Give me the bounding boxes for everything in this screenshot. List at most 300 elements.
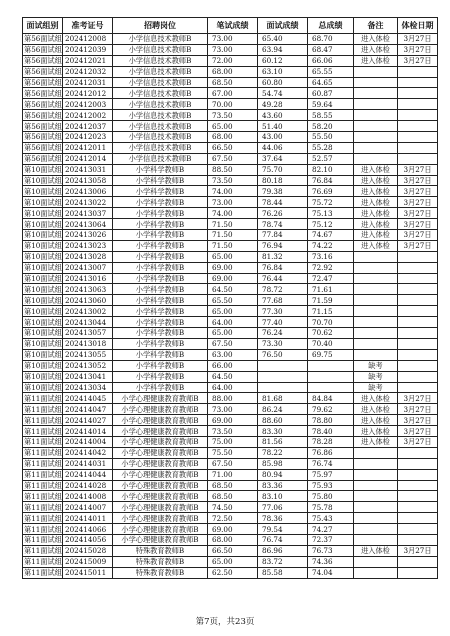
cell-exam-id: 202413031 (63, 164, 113, 175)
cell-written-score: 67.50 (208, 338, 258, 349)
cell-remark: 进入体检 (354, 175, 398, 186)
cell-group: 第10面试组 (24, 219, 62, 229)
cell-interview-score: 80.18 (258, 175, 308, 186)
cell-exam-id: 202413041 (63, 371, 113, 382)
table-row (23, 328, 438, 339)
cell-remark: 进入体检 (354, 34, 398, 45)
cell-position: 小学科学教师B (113, 186, 208, 197)
cell-position: 小学科学教师B (113, 273, 208, 284)
table-row (23, 513, 438, 524)
cell-exam-date (398, 480, 438, 491)
cell-exam-id: 202412014 (63, 153, 113, 164)
cell-total-score: 52.57 (308, 153, 354, 164)
cell-remark (354, 328, 398, 339)
cell-written-score: 73.00 (208, 34, 258, 45)
cell-group: 第10面试组 (24, 372, 62, 382)
cell-position: 小学科学教师B (113, 251, 208, 262)
cell-position: 小学心理健康教育教师B (113, 436, 208, 447)
cell-exam-date (398, 502, 438, 513)
cell-exam-id: 202414047 (63, 404, 113, 415)
table-row (23, 99, 438, 110)
cell-written-score: 66.50 (208, 142, 258, 153)
cell-written-score: 69.00 (208, 524, 258, 535)
table-body (23, 34, 438, 579)
cell-position: 小学信息技术教师B (113, 110, 208, 121)
cell-remark: 进入体检 (354, 164, 398, 175)
cell-exam-id: 202413028 (63, 251, 113, 262)
cell-position: 小学科学教师B (113, 338, 208, 349)
cell-remark: 进入体检 (354, 415, 398, 426)
cell-remark (354, 262, 398, 273)
cell-group: 第11面试组 (24, 393, 62, 403)
cell-interview-score: 51.40 (258, 121, 308, 132)
table-row (23, 77, 438, 88)
cell-total-score: 74.36 (308, 556, 354, 567)
header-group: 面试组别 (23, 18, 63, 34)
cell-interview-score: 77.84 (258, 230, 308, 241)
cell-exam-id: 202414014 (63, 426, 113, 437)
cell-exam-id: 202414027 (63, 415, 113, 426)
cell-position: 小学科学教师B (113, 306, 208, 317)
cell-written-score: 72.50 (208, 513, 258, 524)
cell-exam-date (398, 121, 438, 132)
cell-remark (354, 306, 398, 317)
cell-group: 第56面试组 (24, 121, 62, 131)
cell-exam-date (398, 458, 438, 469)
cell-interview-score: 81.56 (258, 436, 308, 447)
cell-exam-id: 202414004 (63, 436, 113, 447)
table-row (23, 415, 438, 426)
cell-position: 小学科学教师B (113, 371, 208, 382)
cell-exam-date (398, 306, 438, 317)
cell-remark (354, 556, 398, 567)
cell-exam-date: 3月27日 (398, 55, 438, 66)
cell-exam-id: 202414028 (63, 480, 113, 491)
cell-group: 第56面试组 (24, 34, 62, 44)
cell-total-score: 79.62 (308, 404, 354, 415)
cell-written-score: 69.00 (208, 415, 258, 426)
cell-remark (354, 77, 398, 88)
cell-written-score: 73.50 (208, 175, 258, 186)
cell-group: 第11面试组 (24, 568, 62, 578)
cell-written-score: 69.00 (208, 262, 258, 273)
cell-position: 小学科学教师B (113, 197, 208, 208)
cell-total-score: 74.27 (308, 524, 354, 535)
cell-group: 第10面试组 (24, 197, 62, 207)
cell-written-score: 71.50 (208, 230, 258, 241)
cell-exam-id: 202413064 (63, 219, 113, 230)
cell-total-score: 75.72 (308, 197, 354, 208)
cell-written-score: 68.00 (208, 132, 258, 143)
cell-exam-date: 3月27日 (398, 175, 438, 186)
cell-interview-score: 60.12 (258, 55, 308, 66)
cell-exam-date: 3月27日 (398, 197, 438, 208)
cell-remark (354, 88, 398, 99)
table-row (23, 66, 438, 77)
cell-exam-id: 202413022 (63, 197, 113, 208)
cell-remark: 进入体检 (354, 186, 398, 197)
cell-exam-date (398, 110, 438, 121)
table-row (23, 426, 438, 437)
cell-exam-date (398, 371, 438, 382)
cell-position: 小学心理健康教育教师B (113, 513, 208, 524)
table-row (23, 338, 438, 349)
table-row (23, 88, 438, 99)
cell-position: 小学信息技术教师B (113, 34, 208, 45)
cell-interview-score: 83.30 (258, 426, 308, 437)
cell-written-score: 73.00 (208, 44, 258, 55)
cell-position: 小学科学教师B (113, 382, 208, 393)
cell-exam-date: 3月27日 (398, 219, 438, 230)
cell-interview-score: 60.80 (258, 77, 308, 88)
cell-interview-score: 43.00 (258, 132, 308, 143)
cell-remark (354, 567, 398, 578)
cell-group: 第10面试组 (24, 295, 62, 305)
cell-exam-id: 202413007 (63, 262, 113, 273)
cell-exam-id: 202414011 (63, 513, 113, 524)
cell-interview-score: 83.72 (258, 556, 308, 567)
cell-exam-id: 202415028 (63, 545, 113, 556)
cell-written-score: 65.00 (208, 121, 258, 132)
cell-total-score: 74.22 (308, 240, 354, 251)
cell-written-score: 66.50 (208, 545, 258, 556)
cell-written-score: 75.50 (208, 447, 258, 458)
cell-total-score: 66.06 (308, 55, 354, 66)
cell-written-score: 88.00 (208, 393, 258, 404)
cell-exam-id: 202412021 (63, 55, 113, 66)
header-exam-id: 准考证号 (63, 18, 113, 34)
cell-written-score: 67.50 (208, 153, 258, 164)
cell-exam-date (398, 262, 438, 273)
cell-written-score: 63.00 (208, 349, 258, 360)
cell-group: 第10面试组 (24, 339, 62, 349)
cell-group: 第10面试组 (24, 176, 62, 186)
cell-position: 小学科学教师B (113, 349, 208, 360)
cell-written-score: 66.00 (208, 360, 258, 371)
table-row (23, 55, 438, 66)
table-row (23, 230, 438, 241)
cell-position: 小学信息技术教师B (113, 44, 208, 55)
cell-remark (354, 317, 398, 328)
cell-total-score: 76.73 (308, 545, 354, 556)
cell-exam-date: 3月27日 (398, 230, 438, 241)
cell-position: 小学心理健康教育教师B (113, 404, 208, 415)
cell-exam-id: 202414031 (63, 458, 113, 469)
cell-written-score: 62.50 (208, 567, 258, 578)
table-row (23, 567, 438, 578)
cell-total-score: 72.37 (308, 534, 354, 545)
cell-total-score: 78.80 (308, 415, 354, 426)
table-row (23, 262, 438, 273)
cell-total-score: 75.97 (308, 469, 354, 480)
cell-total-score: 58.20 (308, 121, 354, 132)
cell-group: 第10面试组 (24, 306, 62, 316)
cell-exam-id: 202413026 (63, 230, 113, 241)
cell-total-score: 75.78 (308, 502, 354, 513)
table-row (23, 121, 438, 132)
cell-group: 第56面试组 (24, 99, 62, 109)
cell-group: 第56面试组 (24, 132, 62, 142)
cell-total-score: 70.62 (308, 328, 354, 339)
table-row (23, 524, 438, 535)
cell-interview-score: 76.74 (258, 534, 308, 545)
header-remark: 备注 (354, 18, 398, 34)
cell-exam-id: 202413037 (63, 208, 113, 219)
cell-exam-date: 3月27日 (398, 404, 438, 415)
cell-group: 第10面试组 (24, 252, 62, 262)
cell-remark: 进入体检 (354, 426, 398, 437)
cell-group: 第11面试组 (24, 437, 62, 447)
cell-interview-score (258, 382, 308, 393)
cell-exam-id: 202412012 (63, 88, 113, 99)
cell-group: 第11面试组 (24, 491, 62, 501)
table-row (23, 240, 438, 251)
table-row (23, 34, 438, 45)
cell-interview-score: 79.54 (258, 524, 308, 535)
cell-position: 小学科学教师B (113, 284, 208, 295)
cell-written-score: 73.50 (208, 426, 258, 437)
cell-position: 小学心理健康教育教师B (113, 480, 208, 491)
cell-position: 小学科学教师B (113, 240, 208, 251)
cell-remark (354, 469, 398, 480)
cell-remark (354, 480, 398, 491)
header-exam-date: 体检日期 (398, 18, 438, 34)
cell-group: 第11面试组 (24, 557, 62, 567)
cell-exam-id: 202413063 (63, 284, 113, 295)
cell-written-score: 68.00 (208, 66, 258, 77)
cell-total-score: 75.80 (308, 491, 354, 502)
cell-position: 小学科学教师B (113, 230, 208, 241)
cell-exam-date: 3月27日 (398, 186, 438, 197)
cell-group: 第10面试组 (24, 350, 62, 360)
cell-remark (354, 338, 398, 349)
cell-exam-date (398, 556, 438, 567)
cell-interview-score: 76.26 (258, 208, 308, 219)
table-row (23, 382, 438, 393)
cell-interview-score: 43.60 (258, 110, 308, 121)
cell-total-score: 64.65 (308, 77, 354, 88)
table-row (23, 197, 438, 208)
cell-total-score: 55.50 (308, 132, 354, 143)
cell-position: 小学科学教师B (113, 208, 208, 219)
cell-interview-score: 85.98 (258, 458, 308, 469)
cell-group: 第56面试组 (24, 154, 62, 164)
cell-position: 特殊教育教师B (113, 545, 208, 556)
cell-total-score: 76.69 (308, 186, 354, 197)
cell-interview-score: 76.44 (258, 273, 308, 284)
cell-written-score: 65.50 (208, 295, 258, 306)
table-row (23, 251, 438, 262)
cell-written-score: 68.50 (208, 480, 258, 491)
cell-interview-score: 63.10 (258, 66, 308, 77)
cell-position: 小学信息技术教师B (113, 55, 208, 66)
table-row (23, 153, 438, 164)
cell-position: 小学科学教师B (113, 317, 208, 328)
cell-position: 小学科学教师B (113, 262, 208, 273)
cell-group: 第11面试组 (24, 524, 62, 534)
cell-group: 第11面试组 (24, 426, 62, 436)
cell-group: 第56面试组 (24, 67, 62, 77)
cell-total-score: 60.87 (308, 88, 354, 99)
cell-written-score: 70.00 (208, 99, 258, 110)
cell-interview-score: 77.06 (258, 502, 308, 513)
cell-remark: 进入体检 (354, 393, 398, 404)
cell-group: 第10面试组 (24, 361, 62, 371)
cell-exam-date (398, 153, 438, 164)
cell-position: 小学心理健康教育教师B (113, 415, 208, 426)
cell-group: 第10面试组 (24, 382, 62, 392)
cell-group: 第56面试组 (24, 78, 62, 87)
table-row (23, 132, 438, 143)
cell-total-score: 76.84 (308, 175, 354, 186)
table-row (23, 317, 438, 328)
cell-total-score (308, 382, 354, 393)
cell-exam-date: 3月27日 (398, 44, 438, 55)
cell-exam-id: 202413016 (63, 273, 113, 284)
cell-exam-date (398, 360, 438, 371)
cell-total-score: 75.13 (308, 208, 354, 219)
cell-exam-date (398, 77, 438, 88)
cell-written-score: 74.00 (208, 186, 258, 197)
cell-group: 第11面试组 (24, 502, 62, 512)
cell-total-score: 68.70 (308, 34, 354, 45)
cell-total-score: 84.84 (308, 393, 354, 404)
cell-exam-date: 3月27日 (398, 240, 438, 251)
cell-remark (354, 491, 398, 502)
table-row (23, 44, 438, 55)
cell-remark (354, 121, 398, 132)
table-row (23, 404, 438, 415)
cell-position: 小学心理健康教育教师B (113, 491, 208, 502)
table-header-row (23, 18, 438, 34)
cell-total-score: 73.16 (308, 251, 354, 262)
cell-position: 小学心理健康教育教师B (113, 447, 208, 458)
cell-interview-score: 81.68 (258, 393, 308, 404)
cell-total-score: 71.15 (308, 306, 354, 317)
cell-exam-id: 202414007 (63, 502, 113, 513)
table-row (23, 219, 438, 230)
cell-interview-score: 77.30 (258, 306, 308, 317)
cell-exam-id: 202413002 (63, 306, 113, 317)
cell-position: 特殊教育教师B (113, 556, 208, 567)
cell-group: 第10面试组 (24, 241, 62, 251)
cell-remark (354, 284, 398, 295)
cell-group: 第56面试组 (24, 88, 62, 98)
cell-group: 第10面试组 (24, 263, 62, 273)
cell-interview-score: 76.24 (258, 328, 308, 339)
cell-written-score: 75.00 (208, 436, 258, 447)
cell-total-score: 75.12 (308, 219, 354, 230)
cell-interview-score: 49.28 (258, 99, 308, 110)
cell-total-score: 75.43 (308, 513, 354, 524)
cell-exam-id: 202412011 (63, 142, 113, 153)
cell-exam-id: 202413018 (63, 338, 113, 349)
table-row (23, 545, 438, 556)
cell-written-score: 67.50 (208, 458, 258, 469)
header-interview-score: 面试成绩 (258, 18, 308, 34)
cell-written-score: 88.50 (208, 164, 258, 175)
cell-remark (354, 513, 398, 524)
cell-exam-date (398, 99, 438, 110)
cell-position: 特殊教育教师B (113, 567, 208, 578)
cell-interview-score: 78.36 (258, 513, 308, 524)
cell-position: 小学心理健康教育教师B (113, 426, 208, 437)
cell-remark (354, 534, 398, 545)
header-total-score: 总成绩 (308, 18, 354, 34)
cell-written-score: 68.50 (208, 77, 258, 88)
cell-group: 第10面试组 (24, 186, 62, 196)
table-row (23, 295, 438, 306)
cell-position: 小学信息技术教师B (113, 99, 208, 110)
cell-written-score: 68.50 (208, 491, 258, 502)
table-row (23, 175, 438, 186)
cell-interview-score: 78.22 (258, 447, 308, 458)
table-row (23, 164, 438, 175)
cell-exam-id: 202414066 (63, 524, 113, 535)
cell-remark: 缺考 (354, 371, 398, 382)
cell-remark (354, 110, 398, 121)
cell-exam-date (398, 491, 438, 502)
cell-remark (354, 447, 398, 458)
cell-interview-score: 80.94 (258, 469, 308, 480)
cell-exam-id: 202415009 (63, 556, 113, 567)
cell-exam-id: 202413023 (63, 240, 113, 251)
cell-group: 第56面试组 (24, 45, 62, 55)
cell-interview-score: 83.10 (258, 491, 308, 502)
table-row (23, 458, 438, 469)
cell-written-score: 64.00 (208, 317, 258, 328)
table-row (23, 436, 438, 447)
cell-total-score: 78.40 (308, 426, 354, 437)
cell-group: 第11面试组 (24, 459, 62, 469)
cell-exam-date (398, 88, 438, 99)
cell-exam-date (398, 295, 438, 306)
cell-written-score: 67.00 (208, 88, 258, 99)
cell-exam-date (398, 66, 438, 77)
table-row (23, 393, 438, 404)
cell-position: 小学心理健康教育教师B (113, 393, 208, 404)
results-table (22, 17, 438, 579)
cell-position: 小学科学教师B (113, 295, 208, 306)
table-row (23, 142, 438, 153)
table-row (23, 469, 438, 480)
cell-exam-date (398, 132, 438, 143)
cell-exam-id: 202414045 (63, 393, 113, 404)
cell-position: 小学心理健康教育教师B (113, 502, 208, 513)
cell-total-score: 72.92 (308, 262, 354, 273)
cell-position: 小学科学教师B (113, 328, 208, 339)
cell-group: 第10面试组 (24, 284, 62, 294)
cell-position: 小学心理健康教育教师B (113, 534, 208, 545)
cell-interview-score: 85.58 (258, 567, 308, 578)
cell-position: 小学心理健康教育教师B (113, 524, 208, 535)
cell-written-score: 64.00 (208, 382, 258, 393)
cell-total-score: 71.59 (308, 295, 354, 306)
cell-exam-date (398, 338, 438, 349)
cell-exam-date: 3月27日 (398, 208, 438, 219)
cell-group: 第11面试组 (24, 404, 62, 414)
cell-written-score: 64.50 (208, 284, 258, 295)
cell-remark: 进入体检 (354, 240, 398, 251)
cell-interview-score: 75.70 (258, 164, 308, 175)
cell-total-score (308, 360, 354, 371)
cell-exam-id: 202412023 (63, 132, 113, 143)
cell-written-score: 73.00 (208, 404, 258, 415)
cell-exam-date (398, 524, 438, 535)
cell-remark (354, 142, 398, 153)
cell-group: 第10面试组 (24, 317, 62, 327)
cell-position: 小学科学教师B (113, 219, 208, 230)
